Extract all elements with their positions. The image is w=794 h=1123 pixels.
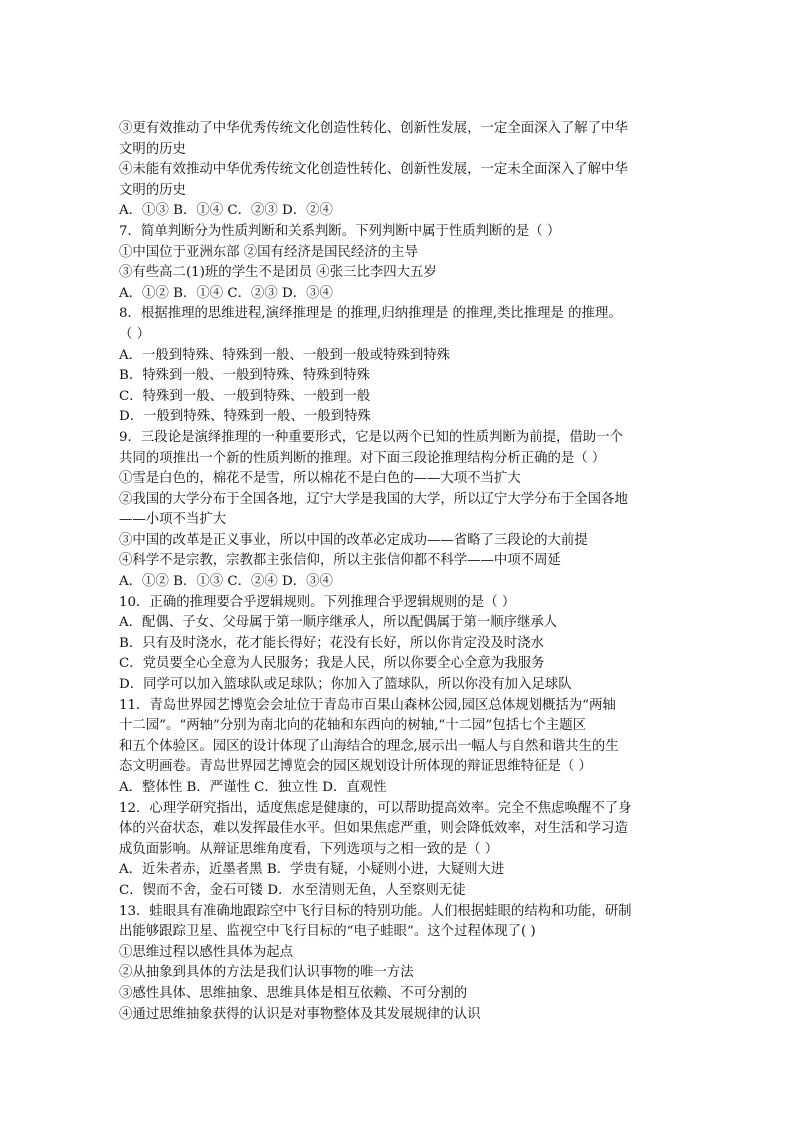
text-line: ③更有效推动了中华优秀传统文化创造性转化、创新性发展，一定全面深入了解了中华 [119,121,628,136]
answer-options: A．整体性 B．严谨性 C．独立性 D．直观性 [119,780,387,795]
text-line: ④通过思维抽象获得的认识是对事物整体及其发展规律的认识 [119,1006,481,1022]
text-line: ——小项不当扩大 [119,512,227,528]
text-line: ①中国位于亚洲东部 ②国有经济是国民经济的主导 [119,244,418,260]
text-line: ③有些高二(1)班的学生不是团员 ④张三比李四大五岁 [119,265,437,281]
text-line: 和五个体验区。园区的设计体现了山海结合的理念,展示出一幅人与自然和谐共生的生 [119,738,619,754]
text-line: 态文明画卷。青岛世界园艺博览会的园区规划设计所体现的辩证思维特征是（ ） [119,759,592,775]
option-b: B．只有及时浇水，花才能长得好；花没有长好，所以你肯定没及时浇水 [119,635,544,651]
text-line: ③中国的改革是正义事业，所以中国的改革必定成功——省略了三段论的大前提 [119,532,588,548]
text-line: ①雪是白色的，棉花不是雪，所以棉花不是白色的——大项不当扩大 [119,471,521,487]
question-8: 8．根据推理的思维进程,演绎推理是 的推理,归纳推理是 的推理,类比推理是 的推理。 [119,306,622,322]
text-line: ④科学不是宗教，宗教都主张信仰，所以主张信仰都不科学——中项不周延 [119,553,561,569]
text-line: 十二园”。“两轴”分别为南北向的花轴和东西向的树轴,“十二园”包括七个主题区 [119,718,586,734]
question-9: 9．三段论是演绎推理的一种重要形式，它是以两个已知的性质判断为前提，借助一个 [119,429,623,445]
text-line: 出能够跟踪卫星、监视空中飞行目标的“电子蛙眼”。这个过程体现了( ) [119,924,536,940]
option-a-b: A．近朱者赤，近墨者黑 B．学贵有疑，小疑则小进，大疑则大进 [119,862,505,878]
question-10: 10．正确的推理要合乎逻辑规则。下列推理合乎逻辑规则的是（ ） [119,594,516,610]
text-line: 共同的项推出一个新的性质判断的推理。对下面三段论推理结构分析正确的是（ ） [119,450,606,466]
question-13: 13．蛙眼具有准确地跟踪空中飞行目标的特别功能。人们根据蛙眼的结构和功能，研制 [119,903,632,919]
text-line: ③感性具体、思维抽象、思维具体是相互依赖、不可分割的 [119,985,468,1001]
text-line: 文明的历史 [119,141,186,157]
text-line: ②从抽象到具体的方法是我们认识事物的唯一方法 [119,965,414,981]
option-c: C．党员要全心全意为人民服务；我是人民，所以你要全心全意为我服务 [119,656,545,672]
option-b: B．特殊到一般、一般到特殊、特殊到特殊 [119,368,370,384]
text-line: 成负面影响。从辩证思维角度看，下列选项与之相一致的是（ ） [119,841,499,857]
option-d: D．同学可以加入篮球队或足球队；你加入了篮球队，所以你没有加入足球队 [119,677,572,693]
text-line: 体的兴奋状态，难以发挥最佳水平。但如果焦虑严重，则会降低效率，对生活和学习造 [119,821,628,837]
option-c: C．特殊到一般、一般到特殊、一般到一般 [119,388,371,404]
document-page [119,119,679,1025]
text-line: ④未能有效推动中华优秀传统文化创造性转化、创新性发展，一定未全面深入了解中华 [119,162,628,178]
question-12: 12．心理学研究指出，适度焦虑是健康的，可以帮助提高效率。完全不焦虑唤醒不了身 [119,800,632,816]
option-c-d: C．锲而不舍，金石可镂 D．水至清则无鱼，人至察则无徒 [119,882,466,898]
question-11: 11．青岛世界园艺博览会会址位于青岛市百果山森林公园,园区总体规划概括为“两轴 [119,697,616,713]
option-d: D．一般到特殊、特殊到一般、一般到特殊 [119,409,371,425]
option-a: A．一般到特殊、特殊到一般、一般到一般或特殊到特殊 [119,347,451,363]
text-line: （ ） [119,326,151,342]
option-a: A．配偶、子女、父母属于第一顺序继承人，所以配偶属于第一顺序继承人 [119,615,558,631]
answer-options: A．①③ B．①④ C．②③ D．②④ [119,203,333,219]
text-line: ②我国的大学分布于全国各地，辽宁大学是我国的大学，所以辽宁大学分布于全国各地 [119,491,628,507]
question-7: 7．简单判断分为性质判断和关系判断。下列判断中属于性质判断的是（ ） [119,223,561,239]
answer-options: A．①② B．①④ C．②③ D．③④ [119,285,333,301]
answer-options: A．①② B．①③ C．②④ D．③④ [119,574,333,590]
text-line: 文明的历史 [119,182,186,198]
text-line: ①思维过程以感性具体为起点 [119,944,294,960]
